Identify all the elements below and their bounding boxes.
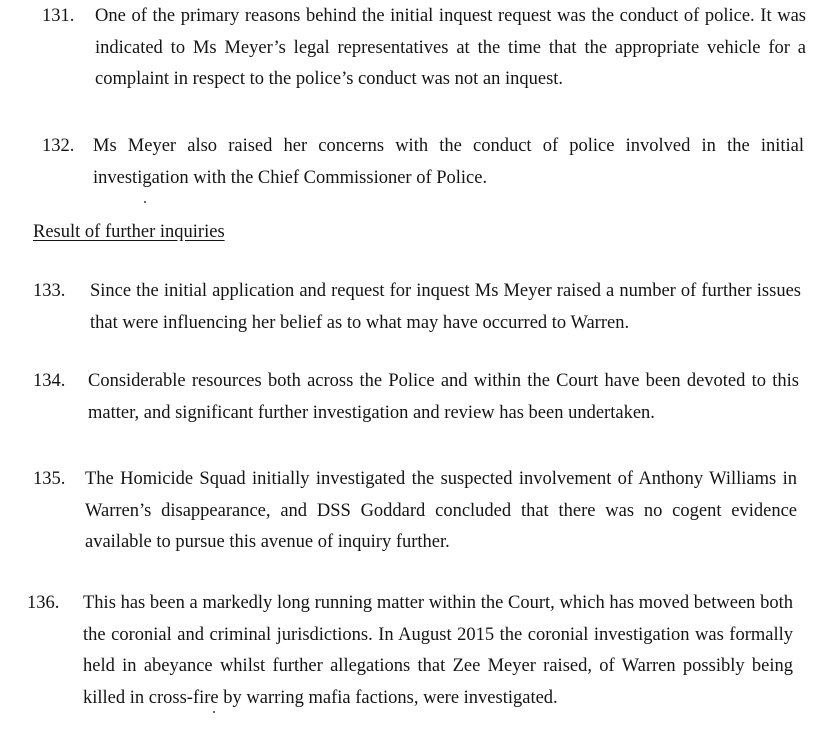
paragraph-131 <box>42 1 806 96</box>
paragraph-136 <box>27 588 793 714</box>
scan-speck <box>213 711 215 713</box>
paragraph-text: Since the initial application and request for inquest Ms Meyer raised a number of further issues that were influencing her belief as to what may have occurred to Warren. <box>90 281 801 333</box>
paragraph-text: One of the primary reasons behind the initial inquest request was the conduct of police. It was indicated to Ms Meyer’s legal representatives at the time that the appropriate vehicle for a complaint in respect to the police’s conduct was not an inquest. <box>95 6 806 89</box>
paragraph-number: 134. <box>33 371 66 391</box>
paragraph-132 <box>42 131 804 194</box>
paragraph-number: 136. <box>27 593 60 613</box>
paragraph-133 <box>33 276 801 339</box>
paragraph-134 <box>33 366 799 429</box>
paragraph-number: 135. <box>33 469 66 489</box>
section-heading: Result of further inquiries <box>33 222 225 242</box>
paragraph-number: 133. <box>33 281 66 301</box>
paragraph-text: This has been a markedly long running matter within the Court, which has moved between both the coronial and criminal jurisdictions. In August 2015 the coronial investigation was formally held in abeyance whilst further allegations that Zee Meyer raised, of Warren possibly being killed in cross-fire by warring mafia factions, were investigated. <box>83 593 793 708</box>
paragraph-number: 131. <box>42 6 75 26</box>
paragraph-number: 132. <box>42 136 75 156</box>
scan-speck <box>144 201 146 203</box>
paragraph-text: Ms Meyer also raised her concerns with the conduct of police involved in the initial investigation with the Chief Commissioner of Police. <box>93 136 804 188</box>
paragraph-text: Considerable resources both across the Police and within the Court have been devoted to this matter, and significant further investigation and review has been undertaken. <box>88 371 799 423</box>
paragraph-135 <box>33 464 797 559</box>
paragraph-text: The Homicide Squad initially investigated the suspected involvement of Anthony Williams in Warren’s disappearance, and DSS Goddard concluded that there was no cogent evidence available to pursue this avenue of inquiry further. <box>85 469 797 552</box>
